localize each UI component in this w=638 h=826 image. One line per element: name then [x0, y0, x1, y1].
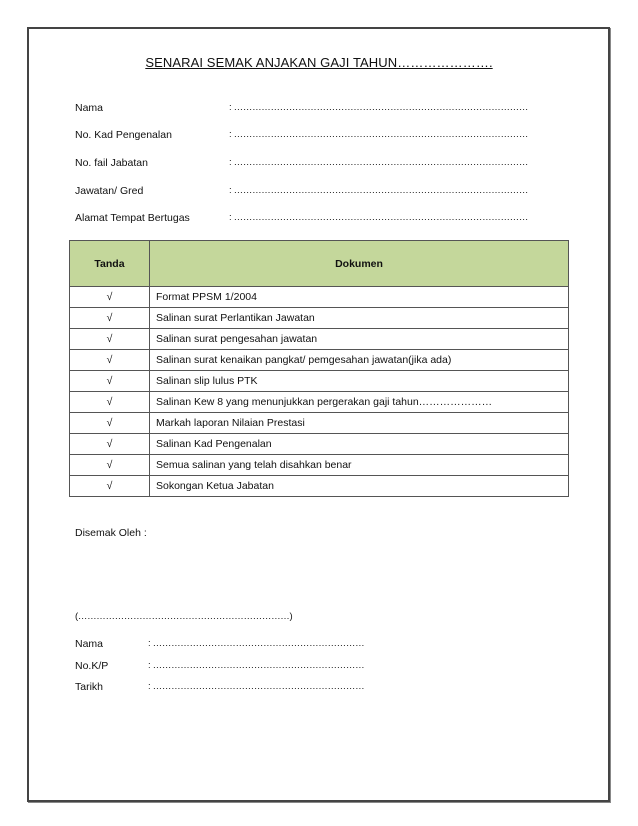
document-item: Format PPSM 1/2004: [150, 287, 569, 308]
signature-value: : ……………………………………………………………: [148, 681, 365, 692]
document-item: Salinan surat Perlantikan Jawatan: [150, 308, 569, 329]
info-value: : ……………………………………………………………………………………: [229, 129, 529, 140]
check-mark: √: [70, 413, 150, 434]
check-mark: √: [70, 476, 150, 497]
document-item: Markah laporan Nilaian Prestasi: [150, 413, 569, 434]
table-row: [70, 329, 569, 350]
info-row-kad-pengenalan: [75, 129, 529, 145]
table-row: [70, 476, 569, 497]
info-label: Nama: [75, 102, 104, 114]
check-mark: √: [70, 371, 150, 392]
signature-label: Tarikh: [75, 681, 104, 693]
document-title: SENARAI SEMAK ANJAKAN GAJI TAHUN………………….: [145, 55, 493, 70]
check-mark: √: [70, 350, 150, 371]
table-row: [70, 455, 569, 476]
document-item: Semua salinan yang telah disahkan benar: [150, 455, 569, 476]
document-item: Salinan Kew 8 yang menunjukkan pergerakan gaji tahun…………………: [150, 392, 569, 413]
info-label: Alamat Tempat Bertugas: [75, 212, 190, 224]
signature-value: : ……………………………………………………………: [148, 638, 365, 649]
check-mark: √: [70, 434, 150, 455]
table-row: [70, 308, 569, 329]
info-value: : ……………………………………………………………………………………: [229, 157, 529, 168]
signature-value: : ……………………………………………………………: [148, 660, 365, 671]
info-row-alamat: [75, 212, 529, 228]
check-mark: √: [70, 308, 150, 329]
checked-by-label: Disemak Oleh :: [75, 527, 147, 539]
info-value: : ……………………………………………………………………………………: [229, 185, 529, 196]
table-row: [70, 287, 569, 308]
table-header-row: [70, 241, 569, 287]
signature-line: (……………………………………………………………): [75, 611, 293, 622]
info-label: No. fail Jabatan: [75, 157, 148, 169]
info-row-nama: [75, 102, 529, 118]
info-value: : ……………………………………………………………………………………: [229, 102, 529, 113]
check-mark: √: [70, 287, 150, 308]
table-row: [70, 413, 569, 434]
info-row-jawatan-gred: [75, 185, 529, 201]
document-item: Salinan Kad Pengenalan: [150, 434, 569, 455]
info-row-fail-jabatan: [75, 157, 529, 173]
document-item: Salinan surat kenaikan pangkat/ pemgesahan jawatan(jika ada): [150, 350, 569, 371]
document-checklist-table: [69, 240, 569, 497]
document-item: Sokongan Ketua Jabatan: [150, 476, 569, 497]
table-row: [70, 371, 569, 392]
document-item: Salinan surat pengesahan jawatan: [150, 329, 569, 350]
check-mark: √: [70, 455, 150, 476]
column-header-tanda: Tanda: [70, 241, 150, 287]
info-label: No. Kad Pengenalan: [75, 129, 172, 141]
check-mark: √: [70, 329, 150, 350]
signature-label: Nama: [75, 638, 104, 650]
table-row: [70, 434, 569, 455]
info-value: : ……………………………………………………………………………………: [229, 212, 529, 223]
table-row: [70, 350, 569, 371]
document-item: Salinan slip lulus PTK: [150, 371, 569, 392]
signature-label: No.K/P: [75, 660, 109, 672]
column-header-dokumen: Dokumen: [150, 241, 569, 287]
check-mark: √: [70, 392, 150, 413]
table-row: [70, 392, 569, 413]
info-label: Jawatan/ Gred: [75, 185, 144, 197]
